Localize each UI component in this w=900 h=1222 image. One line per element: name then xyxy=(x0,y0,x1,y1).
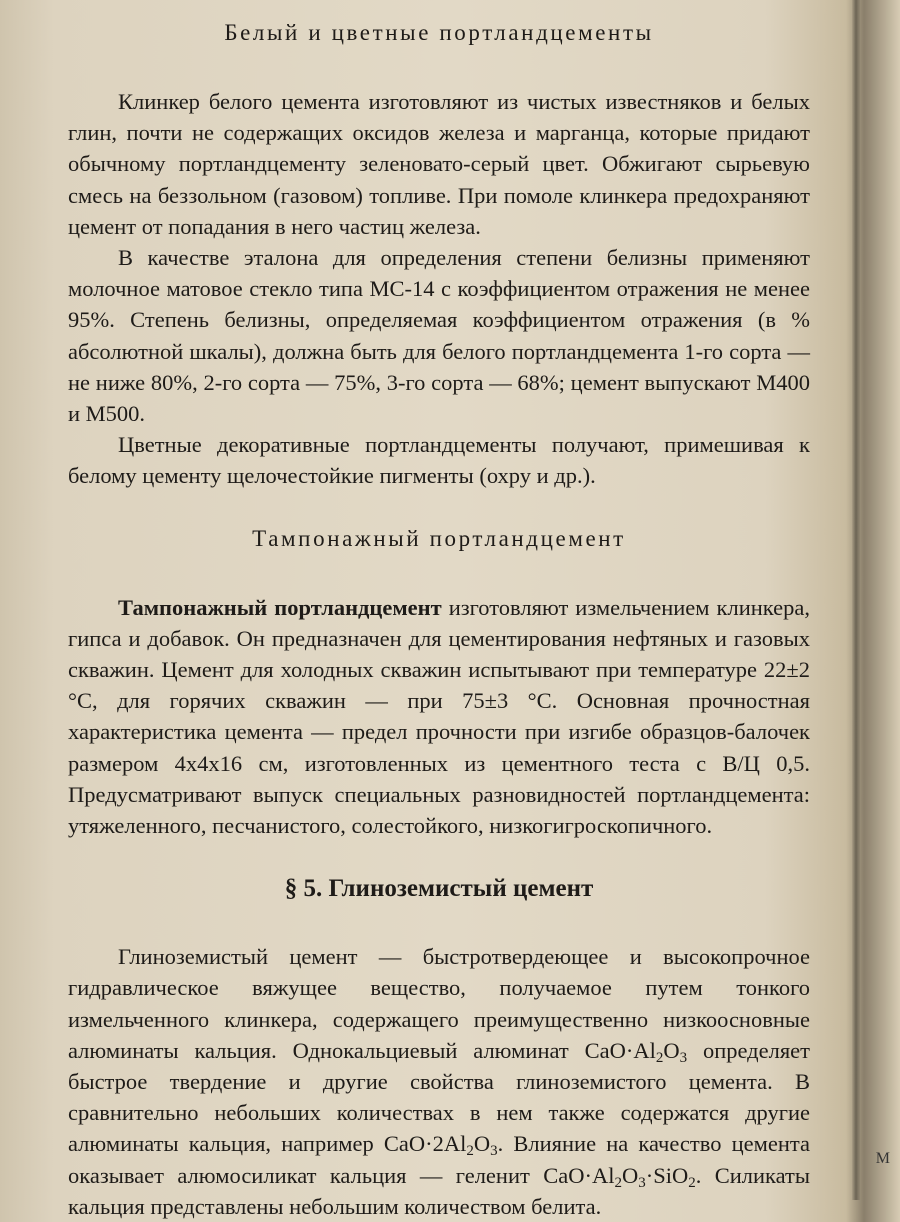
formula-calcium-dialuminate xyxy=(383,1131,498,1160)
formula2-sub-3: 3 xyxy=(490,1143,498,1160)
formula3-sub-2b: 2 xyxy=(688,1174,696,1191)
alumina-text-a: Глиноземистый цемент — быстротвердеющее и высокопрочное гидравлическое вяжущее вещество, получаемое путем тонкого измельченного клинкера, содержащего преимущественно низкоосновные алюминаты кальция. Однокальциевый алюминат xyxy=(68,944,810,1063)
paragraph-white-clinker: Клинкер белого цемента изготовляют из чистых известняков и белых глин, почти не содержащих оксидов железа и марганца, которые придают обычному портландцементу зеленовато-серый цвет. Обжигают сырьевую смесь на беззольном (газовом) топливе. При помоле клинкера предохраняют цемент от попадания в него частиц железа. xyxy=(68,89,810,239)
page-gutter-shadow xyxy=(852,0,860,1200)
formula3-sub-3: 3 xyxy=(638,1174,646,1191)
formula3-oxygen: O xyxy=(621,1162,639,1188)
formula3-sub-2: 2 xyxy=(614,1174,622,1191)
formula-monocalcium-aluminate xyxy=(584,1037,688,1066)
section-5-title: § 5. Глиноземистый цемент xyxy=(284,875,594,903)
heading-white-cements: Белый и цветные портландцементы xyxy=(224,20,654,45)
alumina-text-d: . Силикаты кальция представлены небольшим количеством белита. xyxy=(68,1162,811,1219)
formula1-sub-2: 2 xyxy=(655,1049,664,1066)
formula3-silica: ·SiO xyxy=(645,1162,689,1188)
formula-gehlenite xyxy=(543,1162,696,1191)
formula3-part: CaO·Al xyxy=(543,1162,615,1188)
formula2-oxygen: O xyxy=(473,1131,491,1157)
formula1-oxygen: O xyxy=(663,1037,680,1063)
text-column xyxy=(68,14,810,1222)
term-tamponage: Тампонажный портландцемент xyxy=(118,594,442,620)
paragraph-alumina-cement xyxy=(68,941,810,1222)
paragraph-tamponage-text: изготовляют измельчением клинкера, гипса и добавок. Он предназначен для цементирования нефтяных и газовых скважин. Цемент для холодных скважин испытывают при температуре 22±2 °С, для горячих скважин — при 75±3 °С. Основная прочностная характеристика цемента — предел прочности при изгибе образцов-балочек размером 4x4x16 см, изготовленных из цементного теста с В/Ц 0,5. Предусматривают выпуск специальных разновидностей портландцемента: утяжеленного, песчанистого, солестойкого, низкогигроскопичного. xyxy=(68,594,810,839)
formula1-sub-3: 3 xyxy=(679,1049,688,1066)
heading-tamponage-cement: Тампонажный портландцемент xyxy=(252,525,626,551)
paragraph-whiteness-standard: В качестве эталона для определения степени белизны применяют молочное матовое стекло типа МС-14 с коэффициентом отражения не менее 95%. Степень белизны, определяемая коэффициентом отражения (в % абсолютной шкалы), должна быть для белого портландцемента 1-го сорта — не ниже 80%, 2-го сорта — 75%, 3-го сорта — 68%; цемент выпускают М400 и М500. xyxy=(68,245,810,427)
formula2-sub-2: 2 xyxy=(466,1143,474,1160)
formula2-part: CaO·2Al xyxy=(383,1131,467,1157)
alumina-text-b: определяет быстрое твердение и другие свойства глиноземистого цемента. В сравнительно небольших количествах в нем также содержатся другие алюминаты кальция, например xyxy=(68,1037,810,1157)
alumina-text-c: . Влияние на качество цемента оказывает алюмосиликат кальция — геленит xyxy=(68,1131,810,1188)
adjacent-page-letter: М xyxy=(875,1150,890,1167)
paragraph-colored-cements: Цветные декоративные портландцементы получают, примешивая к белому цементу щелочестойкие пигменты (охру и др.). xyxy=(68,432,810,489)
formula1-part: CaO·Al xyxy=(584,1037,656,1063)
paragraph-tamponage xyxy=(68,592,810,842)
